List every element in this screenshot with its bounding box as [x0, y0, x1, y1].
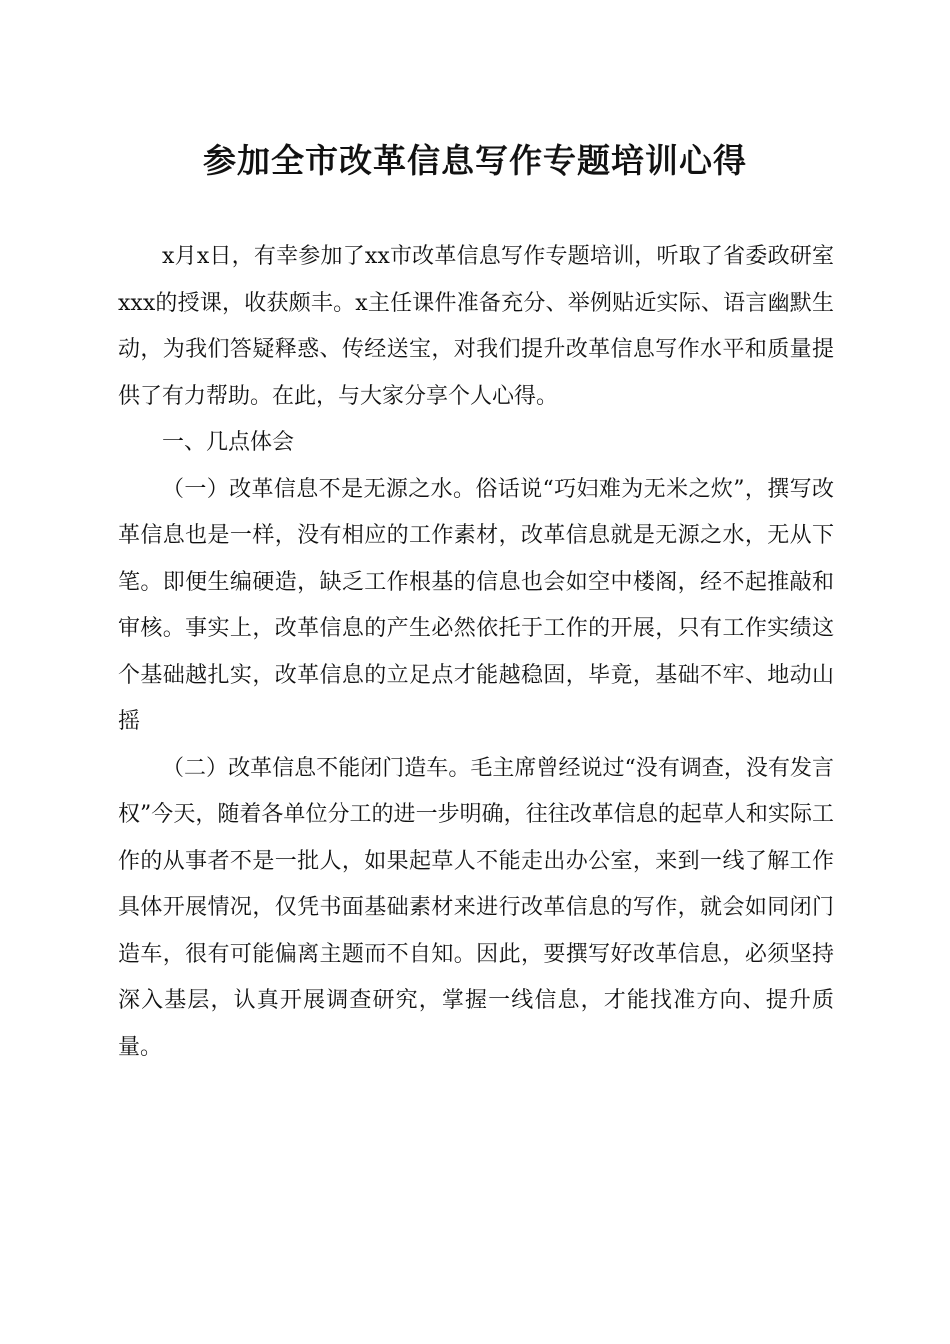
document-body — [118, 234, 834, 1071]
subsection-paragraph-2: （二）改革信息不能闭门造车。毛主席曾经说过“没有调查，没有发言权”今天，随着各单位分工的进一步明确，往往改革信息的起草人和实际工作的从事者不是一批人，如果起草人不能走出办公室，来到一线了解工作具体开展情况，仅凭书面基础素材来进行改革信息的写作，就会如同闭门造车，很有可能偏离主题而不自知。因此，要撰写好改革信息，必须坚持深入基层，认真开展调查研究，掌握一线信息，才能找准方向、提升质量。 — [118, 755, 834, 1060]
document-title: 参加全市改革信息写作专题培训心得 — [203, 141, 747, 180]
section-heading: 一、几点体会 — [162, 430, 295, 455]
intro-paragraph: x月x日，有幸参加了xx市改革信息写作专题培训，听取了省委政研室xxx的授课，收获颇丰。x主任课件准备充分、举例贴近实际、语言幽默生动，为我们答疑释惑、传经送宝，对我们提升改革信息写作水平和质量提供了有力帮助。在此，与大家分享个人心得。 — [118, 244, 834, 409]
subsection-paragraph-1: （一）改革信息不是无源之水。俗话说“巧妇难为无米之炊”，撰写改革信息也是一样，没有相应的工作素材，改革信息就是无源之水，无从下笔。即便生编硬造，缺乏工作根基的信息也会如空中楼阁，经不起推敲和审核。事实上，改革信息的产生必然依托于工作的开展，只有工作实绩这个基础越扎实，改革信息的立足点才能越稳固，毕竟，基础不牢、地动山摇 — [118, 476, 834, 734]
